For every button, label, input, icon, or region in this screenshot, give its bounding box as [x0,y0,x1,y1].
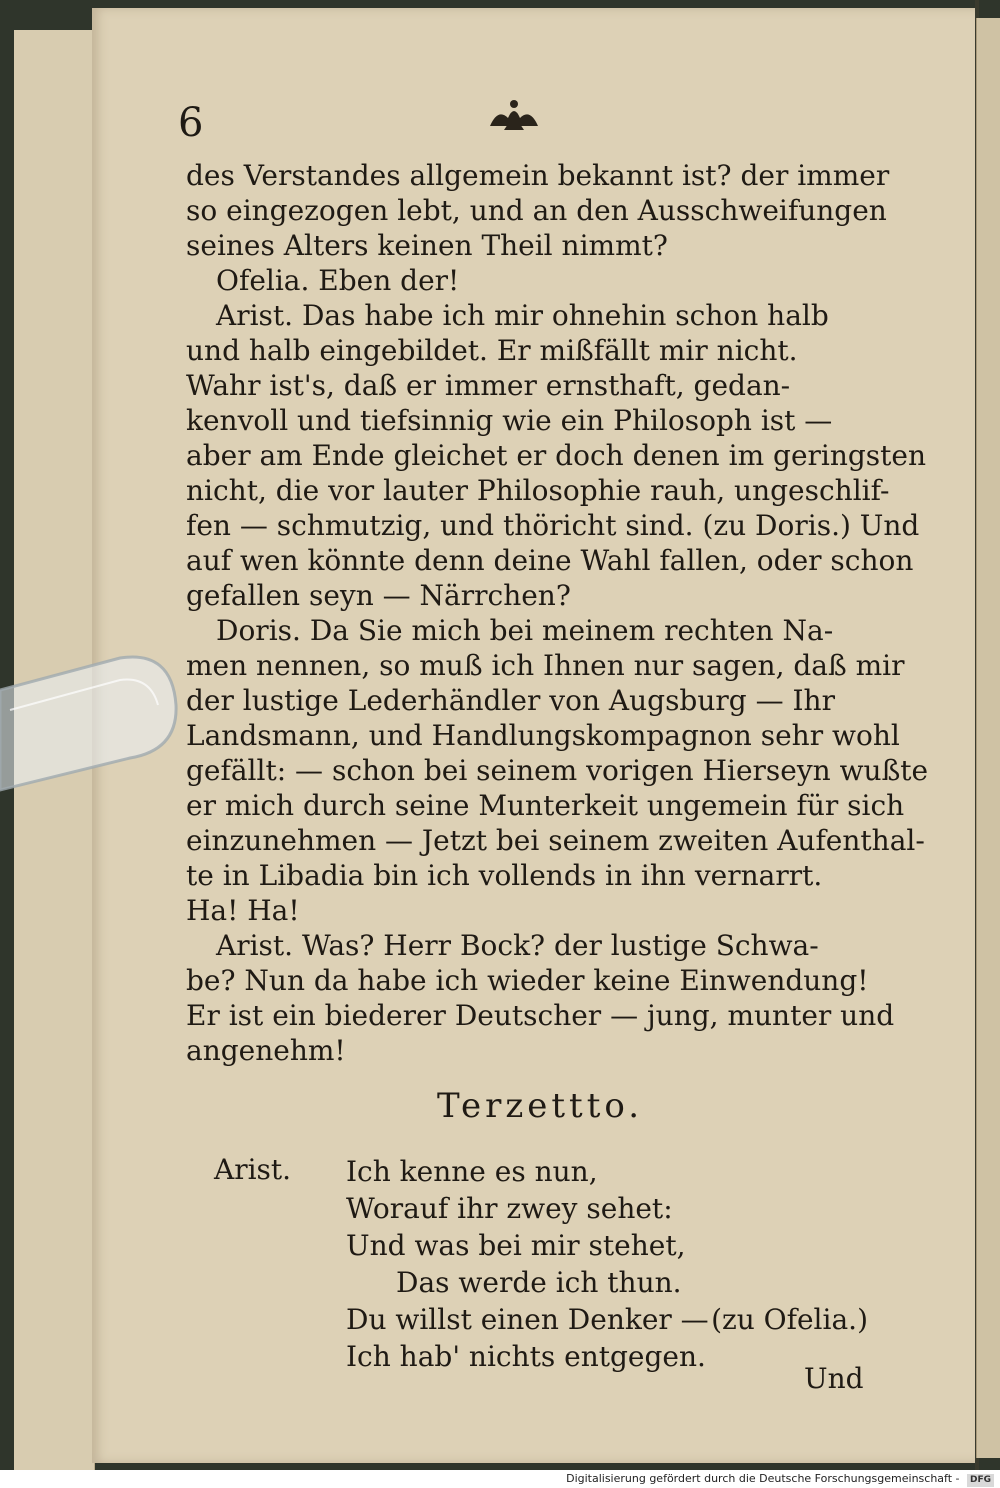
prose-line: men nennen, so muß ich Ihnen nur sagen, daß mir [186,649,905,682]
footer-text: Digitalisierung gefördert durch die Deutsche Forschungsgemeinschaft - [566,1472,960,1485]
prose-line: Wahr ist's, daß er immer ernsthaft, gedan- [186,369,791,402]
prose-line: angenehm! [186,1034,346,1067]
page-holder-spatula [0,650,180,800]
prose-line: aber am Ende gleichet er doch denen im geringsten [186,439,927,472]
verse-block [346,1153,886,1375]
prose-line: er mich durch seine Munterkeit ungemein für sich [186,789,905,822]
catchword: Und [804,1362,864,1395]
prose-line: und halb eingebildet. Er mißfällt mir nicht. [186,334,798,367]
prose-line: seines Alters keinen Theil nimmt? [186,229,668,262]
verse-line: Und was bei mir stehet, [346,1229,686,1262]
verse-speaker: Arist. [214,1153,292,1186]
prose-line: nicht, die vor lauter Philosophie rauh, ungeschlif- [186,474,890,507]
prose-line: Arist. Das habe ich mir ohnehin schon halb [216,299,829,332]
verse-line: Das werde ich thun. [396,1266,682,1299]
prose-block [186,158,929,1068]
prose-line: auf wen könnte denn deine Wahl fallen, oder schon [186,544,914,577]
verse-line: Ich kenne es nun, [346,1155,598,1188]
digitization-footer [0,1470,1000,1488]
page-number: 6 [178,100,204,146]
prose-line: Doris. Da Sie mich bei meinem rechten Na- [216,614,834,647]
prose-line: fen — schmutzig, und thöricht sind. (zu Doris.) Und [186,509,920,542]
section-heading: Terzettto. [436,1086,644,1126]
verse-line: Worauf ihr zwey sehet: [346,1192,673,1225]
prose-line: Ha! Ha! [186,894,300,927]
prose-line: be? Nun da habe ich wieder keine Einwendung! [186,964,869,997]
prose-line: gefällt: — schon bei seinem vorigen Hierseyn wußte [186,754,929,787]
prose-line: des Verstandes allgemein bekannt ist? der immer [186,159,890,192]
verse-line: Du willst einen Denker — [346,1303,709,1336]
stage-direction: (zu Ofelia.) [711,1303,868,1336]
prose-line: der lustige Lederhändler von Augsburg — Ihr [186,684,835,717]
prose-line: Er ist ein biederer Deutscher — jung, munter und [186,999,895,1032]
prose-line: Landsmann, und Handlungskompagnon sehr wohl [186,719,900,752]
dfg-logo: DFG [967,1474,994,1487]
prose-line: gefallen seyn — Närrchen? [186,579,571,612]
prose-line: kenvoll und tiefsinnig wie ein Philosoph ist — [186,404,833,437]
prose-line: te in Libadia bin ich vollends in ihn vernarrt. [186,859,823,892]
verse-line: Ich hab' nichts entgegen. [346,1340,706,1373]
prose-line: so eingezogen lebt, und an den Ausschweifungen [186,194,887,227]
fleuron-ornament-icon [484,96,544,136]
verse-line-with-direction [346,1301,886,1338]
prose-line: Arist. Was? Herr Bock? der lustige Schwa- [216,929,819,962]
prose-line: einzunehmen — Jetzt bei seinem zweiten Aufenthal- [186,824,925,857]
next-page-edge [976,18,1000,1458]
prose-line: Ofelia. Eben der! [216,264,460,297]
